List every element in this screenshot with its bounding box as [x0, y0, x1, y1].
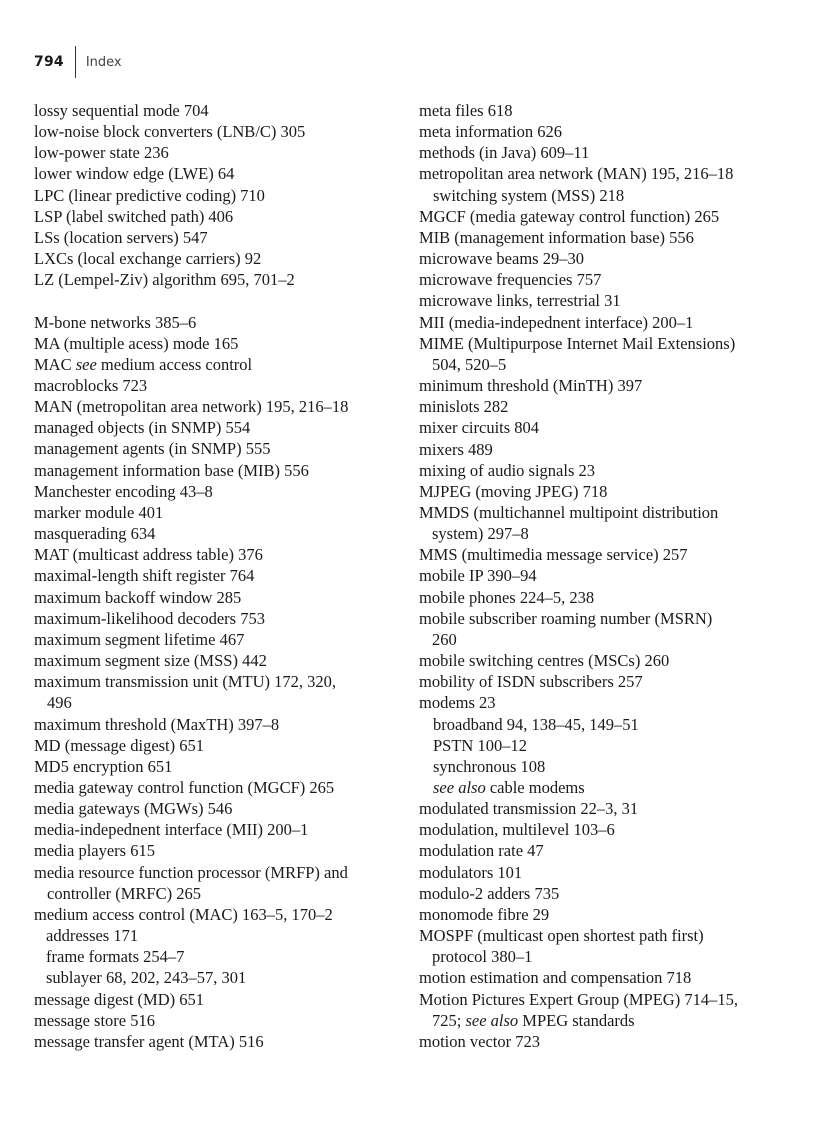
index-entry: maximal-length shift register 764: [34, 566, 255, 586]
index-entry: metropolitan area network (MAN) 195, 216–18: [419, 164, 734, 184]
index-entry: maximum segment lifetime 467: [34, 629, 245, 649]
index-entry: low-power state 236: [34, 143, 169, 163]
index-entry: maximum threshold (MaxTH) 397–8: [34, 714, 280, 734]
index-entry: MII (media-indepednent interface) 200–1: [419, 312, 694, 332]
index-entry: MD (message digest) 651: [34, 735, 205, 755]
index-entry: modulo-2 adders 735: [419, 883, 560, 903]
index-entry: modulated transmission 22–3, 31: [419, 799, 639, 819]
index-entry: masquerading 634: [34, 524, 156, 544]
index-entry-continuation-cross-ref: [419, 1010, 811, 1031]
index-entry: motion estimation and compensation 718: [419, 968, 692, 988]
index-entry: lossy sequential mode 704: [34, 101, 209, 120]
index-entry: meta information 626: [419, 122, 562, 142]
index-entry: MA (multiple acess) mode 165: [34, 333, 239, 353]
index-column-right: [419, 100, 811, 1052]
index-entry: minislots 282: [419, 397, 509, 417]
see-also-ref: see also: [433, 778, 486, 797]
index-entry: M-bone networks 385–6: [34, 312, 197, 332]
index-entry: maximum transmission unit (MTU) 172, 320,: [34, 672, 337, 692]
index-subentry: addresses 171: [46, 926, 139, 946]
index-entry: maximum-likelihood decoders 753: [34, 608, 265, 628]
index-entry: modulators 101: [419, 862, 523, 882]
index-entry: message store 516: [34, 1010, 155, 1030]
index-entry: Manchester encoding 43–8: [34, 481, 213, 501]
index-entry: MJPEG (moving JPEG) 718: [419, 481, 608, 501]
index-entry: mixing of audio signals 23: [419, 460, 595, 480]
index-entry: minimum threshold (MinTH) 397: [419, 376, 643, 396]
index-entry: LPC (linear predictive coding) 710: [34, 185, 265, 205]
index-entry: microwave beams 29–30: [419, 249, 584, 269]
index-subentry-cross-ref: [419, 777, 811, 798]
index-entry: LSs (location servers) 547: [34, 227, 208, 247]
index-subentry: switching system (MSS) 218: [433, 185, 625, 205]
index-entry: media gateways (MGWs) 546: [34, 799, 233, 819]
see-also-ref: see also: [465, 1010, 519, 1030]
entry-target: cable modems: [485, 778, 585, 797]
index-entry-continuation: system) 297–8: [432, 524, 529, 544]
index-entry-continuation: 504, 520–5: [432, 354, 507, 374]
page-header: [34, 44, 122, 80]
index-entry: mixer circuits 804: [419, 418, 540, 438]
index-entry: mobility of ISDN subscribers 257: [419, 672, 643, 692]
index-entry: mobile IP 390–94: [419, 566, 537, 586]
index-entry: low-noise block converters (LNB/C) 305: [34, 122, 306, 142]
index-entry: MIB (management information base) 556: [419, 227, 694, 247]
index-entry-continuation: 496: [47, 693, 72, 713]
index-subentry: frame formats 254–7: [46, 947, 185, 967]
index-entry: lower window edge (LWE) 64: [34, 164, 235, 184]
see-ref: see: [75, 354, 97, 374]
index-entry: mobile phones 224–5, 238: [419, 587, 595, 607]
index-entry-continuation: controller (MRFC) 265: [47, 883, 201, 903]
letter-gap: [34, 290, 404, 311]
index-entry: MIME (Multipurpose Internet Mail Extensions): [419, 333, 736, 353]
index-entry: maximum backoff window 285: [34, 587, 242, 607]
index-entry: modulation rate 47: [419, 841, 544, 861]
index-entry: MOSPF (multicast open shortest path first): [419, 926, 704, 946]
index-entry: media gateway control function (MGCF) 265: [34, 777, 335, 797]
index-entry-continuation: protocol 380–1: [432, 947, 533, 967]
index-entry: maximum segment size (MSS) 442: [34, 651, 267, 671]
index-entry: mobile subscriber roaming number (MSRN): [419, 608, 713, 628]
index-entry: media resource function processor (MRFP) and: [34, 862, 348, 882]
index-entry: mixers 489: [419, 439, 493, 459]
entry-target: MPEG standards: [518, 1010, 635, 1030]
index-entry: managed objects (in SNMP) 554: [34, 418, 251, 438]
index-column-left: [34, 100, 404, 1052]
index-entry: MD5 encryption 651: [34, 756, 173, 776]
index-entry: message digest (MD) 651: [34, 989, 205, 1009]
index-entry: LSP (label switched path) 406: [34, 206, 234, 226]
index-subentry: PSTN 100–12: [433, 735, 527, 755]
running-title: Index: [85, 54, 122, 70]
index-subentry: synchronous 108: [433, 756, 546, 776]
index-entry: MMS (multimedia message service) 257: [419, 545, 688, 565]
index-entry: message transfer agent (MTA) 516: [34, 1031, 264, 1051]
page-number: 794: [34, 54, 64, 70]
index-entry: marker module 401: [34, 502, 164, 522]
index-subentry: sublayer 68, 202, 243–57, 301: [46, 968, 247, 988]
index-entry: media players 615: [34, 841, 155, 861]
index-entry: LZ (Lempel-Ziv) algorithm 695, 701–2: [34, 270, 295, 290]
index-entry: modems 23: [419, 693, 496, 713]
index-entry: modulation, multilevel 103–6: [419, 820, 615, 840]
index-entry: motion vector 723: [419, 1031, 540, 1051]
entry-head: MAC: [34, 354, 76, 374]
entry-head: 725;: [432, 1010, 466, 1030]
entry-target: medium access control: [96, 354, 253, 374]
index-entry: MAN (metropolitan area network) 195, 216–18: [34, 397, 349, 417]
index-entry: MGCF (media gateway control function) 265: [419, 206, 720, 226]
index-entry: medium access control (MAC) 163–5, 170–2: [34, 904, 333, 924]
index-entry: management information base (MIB) 556: [34, 460, 309, 480]
index-entry: meta files 618: [419, 101, 513, 120]
index-subentry: broadband 94, 138–45, 149–51: [433, 714, 639, 734]
index-entry-continuation: 260: [432, 629, 457, 649]
index-entry: microwave links, terrestrial 31: [419, 291, 621, 311]
index-entry: mobile switching centres (MSCs) 260: [419, 651, 670, 671]
index-entry: Motion Pictures Expert Group (MPEG) 714–15,: [419, 989, 738, 1009]
index-entry: microwave frequencies 757: [419, 270, 602, 290]
index-entry: media-indepednent interface (MII) 200–1: [34, 820, 309, 840]
index-entry: macroblocks 723: [34, 376, 148, 396]
index-entry-cross-ref: [34, 354, 404, 375]
index-entry: MAT (multicast address table) 376: [34, 545, 263, 565]
header-divider: [75, 46, 76, 78]
index-entry: management agents (in SNMP) 555: [34, 439, 271, 459]
index-entry: methods (in Java) 609–11: [419, 143, 590, 163]
index-entry: MMDS (multichannel multipoint distribution: [419, 502, 719, 522]
index-entry: monomode fibre 29: [419, 904, 550, 924]
index-entry: LXCs (local exchange carriers) 92: [34, 249, 262, 269]
